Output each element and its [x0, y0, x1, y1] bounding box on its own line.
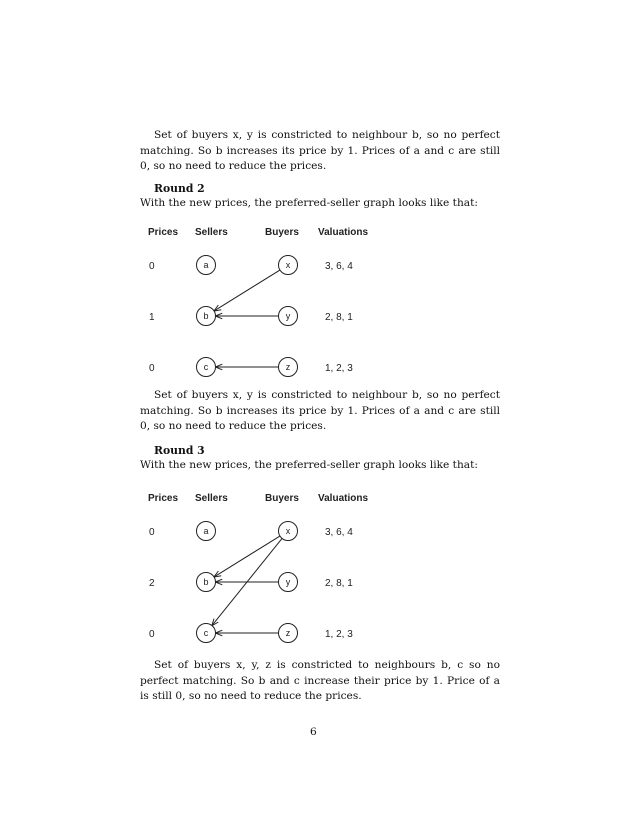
buyer-label-z: z — [285, 362, 291, 373]
buyer-label-y: y — [285, 311, 291, 322]
seller-label-b: b — [203, 311, 209, 322]
round-2-intro: With the new prices, the preferred-seller graph looks like that: — [140, 197, 478, 209]
header-buyers: Buyers — [265, 227, 299, 238]
header-valuations: Valuations — [318, 227, 369, 238]
header-buyers: Buyers — [265, 493, 299, 504]
paragraph-1: Set of buyers x, y is constricted to neighbour b, so no perfect matching. So b increases its price by 1. Prices of a and c are still 0, so no need to reduce the prices. — [140, 129, 500, 173]
seller-label-b: b — [203, 577, 209, 588]
seller-label-c: c — [203, 628, 209, 639]
edge-x-to-b — [214, 536, 279, 577]
seller-label-a: a — [203, 260, 209, 271]
valuations-x: 3, 6, 4 — [325, 261, 353, 272]
header-sellers: Sellers — [195, 227, 228, 238]
edge-x-to-b — [214, 270, 279, 311]
price-b: 1 — [149, 312, 155, 323]
buyer-label-z: z — [285, 628, 291, 639]
header-sellers: Sellers — [195, 493, 228, 504]
round-3-intro: With the new prices, the preferred-seller graph looks like that: — [140, 459, 478, 471]
valuations-y: 2, 8, 1 — [325, 312, 353, 323]
valuations-z: 1, 2, 3 — [325, 629, 353, 640]
seller-label-c: c — [203, 362, 209, 373]
paragraph-2: Set of buyers x, y is constricted to neighbour b, so no perfect matching. So b increases its price by 1. Prices of a and c are still 0, so no need to reduce the prices. — [140, 389, 500, 433]
header-prices: Prices — [148, 227, 179, 238]
round-2-title: Round 2 — [154, 182, 205, 195]
page-number: 6 — [310, 726, 317, 738]
header-prices: Prices — [148, 493, 179, 504]
buyer-label-y: y — [285, 577, 291, 588]
preferred-seller-graph-round-2 — [140, 222, 390, 382]
price-a: 0 — [149, 261, 155, 272]
price-a: 0 — [149, 527, 155, 538]
paragraph-3: Set of buyers x, y, z is constricted to neighbours b, c so no perfect matching. So b and c increase their price by 1. Price of a is still 0, so no need to reduce the prices. — [140, 659, 500, 703]
round-3-title: Round 3 — [154, 444, 205, 457]
buyer-label-x: x — [285, 526, 291, 537]
seller-label-a: a — [203, 526, 209, 537]
price-c: 0 — [149, 629, 155, 640]
valuations-z: 1, 2, 3 — [325, 363, 353, 374]
preferred-seller-graph-round-3 — [140, 488, 390, 648]
valuations-x: 3, 6, 4 — [325, 527, 353, 538]
valuations-y: 2, 8, 1 — [325, 578, 353, 589]
price-b: 2 — [149, 578, 155, 589]
buyer-label-x: x — [285, 260, 291, 271]
price-c: 0 — [149, 363, 155, 374]
header-valuations: Valuations — [318, 493, 369, 504]
